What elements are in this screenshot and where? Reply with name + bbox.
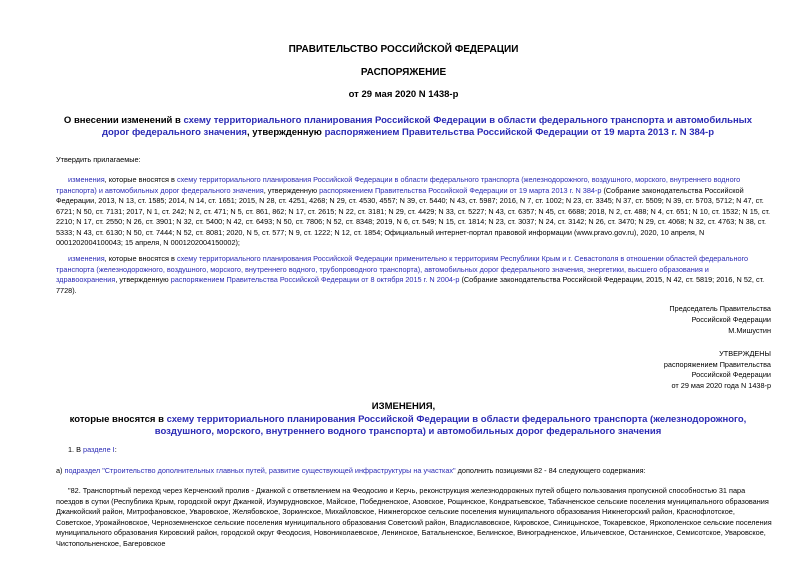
item-text: а) xyxy=(56,466,65,475)
signature-title: Председатель Правительства xyxy=(669,304,771,313)
paragraph-text: (Собрание законодательства Российской Федерации, 2013, N 13, ст. 1585; 2014, N 14, ст. 1651; 2015, N 28, ст. 4251, 4268; N 29, ст. 4530, 4557; N 39, ст. 5440; N 43, ст. 5987; 2016, N 7, ст. 1002; N 23, ст. 3345; N 37, ст. 5509; N 39, ст. 5703, 5712; N 47, ст. 6721; N 50, ст. 7131; 2017, N 1, ст. 242; N 2, ст. 471; N 5, ст. 861, 862; N 17, ст. 2615; N 22, ст. 3181; N 29, ст. 4429; N 33, ст. 5227; N 43, ст. 6357; N 45, ст. 6688; 2018, N 2, ст. 488; N 4, ст. 651; N 10, ст. 1532; N 15, ст. 2210; N 17, ст. 2550; N 26, ст. 3901; N 32, ст. 5400; N 42, ст. 6493; N 50, ст. 7806; N 52, ст. 8348; 2019, N 6, ст. 549; N 15, ст. 1814; N 23, ст. 3037; N 24, ст. 3142; N 26, ст. 3470; N 29, ст. 4068; N 32, ст. 4763; N 38, ст. 5333; N 43, ст. 6130; N 50, ст. 7444; N 52, ст. 8081; 2020, N 5, ст. 577; N 9, ст. 1222; N 12, ст. 1854; Официальный интернет-портал правовой информации (www.pravo.gov.ru), 2020, 10 апреля, N 0001202004100043; 15 апреля, N 0001202004150002); xyxy=(56,185,771,247)
item-82-text: "82. Транспортный переход через Керченский пролив - Джанкой с ответвлением на Феодосию и Керчь, реконструкция железнодорожных путей общего пользования пропускной способностью 31 пара поездов в сутки (Республика Крым, городской округ Джанкой, Изумрудновское, Майское, Победненское, Азовское, Рощинское, Кондратьевское, Табачненское сельские поселения муниципального образования Джанкойский район, Митрофановское, Уваровское, Желябовское, Зоркинское, Михайловское, Нижнегорское сельские поселения муниципального образования Нижнегорский район, Краснофлотское, Советское, Урожайновское, Черноземненское сельские поселения муниципального образования Советский район, Владиславовское, Кировское, Синицынское, Токаревское, Яркополенское сельские поселения муниципального образования Кировский район, городской округ Феодосия, Новониколаевское, Ленинское, Батальненское, Белинское, Виноградненское, Ильичевское, Останинское, Семисотское, Уваровское, Чистопольненское, Багеровское xyxy=(56,486,772,548)
paragraph-changes-1 xyxy=(56,175,771,249)
changes-subheading xyxy=(58,414,758,438)
paragraph-text: , утвержденную xyxy=(263,185,320,195)
item-text: 1. В xyxy=(68,445,84,454)
item-text: : xyxy=(114,445,117,454)
link-scheme-crimea[interactable]: схему территориального планирования Российской Федерации применительно к территориям Республики Крым и г. Севастополя в отношении областей федерального транспорта (железнодорожного, воздушного, морского, внутреннего водного, трубопроводного транспорта), автомобильных дорог федерального значения, энергетики, высшего образования и здравоохранения xyxy=(56,254,749,284)
subitem-a xyxy=(56,466,646,477)
approval-line: распоряжением Правительства xyxy=(663,359,771,369)
link-changes[interactable]: изменения xyxy=(68,254,105,263)
intro-text: Утвердить прилагаемые: xyxy=(56,155,141,164)
item-text: дополнить позициями 82 - 84 следующего содержания: xyxy=(455,466,646,475)
approval-line: Российской Федерации xyxy=(691,370,771,379)
approval-line: УТВЕРЖДЕНЫ xyxy=(719,349,771,358)
title-link-scheme[interactable]: схему территориального планирования Российской Федерации в области федерального транспорта и автомобильных дорог федерального значения xyxy=(101,115,753,138)
signature-title: Российской Федерации xyxy=(691,315,771,324)
document-title xyxy=(58,115,758,139)
title-text: О внесении изменений в xyxy=(63,115,184,126)
link-order-384[interactable]: распоряжением Правительства Российской Федерации от 19 марта 2013 г. N 384-р xyxy=(319,185,602,195)
link-section-1[interactable]: разделе I xyxy=(83,445,115,454)
paragraph-text: , которые вносятся в xyxy=(104,254,177,263)
item-1 xyxy=(68,445,117,456)
document-date-number: от 29 мая 2020 N 1438-р xyxy=(348,89,459,100)
paragraph-text: (Собрание законодательства Российской Федерации, 2015, N 42, ст. 5819; 2016, N 52, ст. 7728). xyxy=(56,275,765,295)
document-type: РАСПОРЯЖЕНИЕ xyxy=(360,67,447,78)
title-link-order[interactable]: распоряжением Правительства Российской Федерации от 19 марта 2013 г. N 384-р xyxy=(324,127,715,138)
subheading-link-scheme[interactable]: схему территориального планирования Российской Федерации в области федерального транспорта (железнодорожного, воздушного, морского, внутреннего водного транспорта) и автомобильных дорог федерального значения xyxy=(154,414,747,437)
subheading-text: которые вносятся в xyxy=(69,414,167,425)
paragraph-text: , которые вносятся в xyxy=(104,175,177,184)
link-changes[interactable]: изменения xyxy=(68,175,105,184)
government-name: ПРАВИТЕЛЬСТВО РОССИЙСКОЙ ФЕДЕРАЦИИ xyxy=(288,44,519,55)
title-text: , утвержденную xyxy=(246,127,325,138)
link-order-2004[interactable]: распоряжением Правительства Российской Федерации от 8 октября 2015 г. N 2004-р xyxy=(170,275,460,284)
link-subsection[interactable]: подраздел "Строительство дополнительных главных путей, развитие существующей инфраструктуры на участках" xyxy=(64,466,456,475)
changes-heading: ИЗМЕНЕНИЯ, xyxy=(371,401,436,412)
link-scheme[interactable]: схему территориального планирования Российской Федерации в области федерального транспорта (железнодорожного, воздушного, морского, внутреннего водного транспорта) и автомобильных дорог федерального значения xyxy=(56,175,741,195)
approval-block xyxy=(664,349,771,391)
signature-block xyxy=(669,303,771,336)
paragraph-changes-2 xyxy=(56,254,771,296)
paragraph-text: , утвержденную xyxy=(115,275,171,284)
signature-name: М.Мишустин xyxy=(728,326,771,335)
approval-line: от 29 мая 2020 года N 1438-р xyxy=(671,380,771,390)
